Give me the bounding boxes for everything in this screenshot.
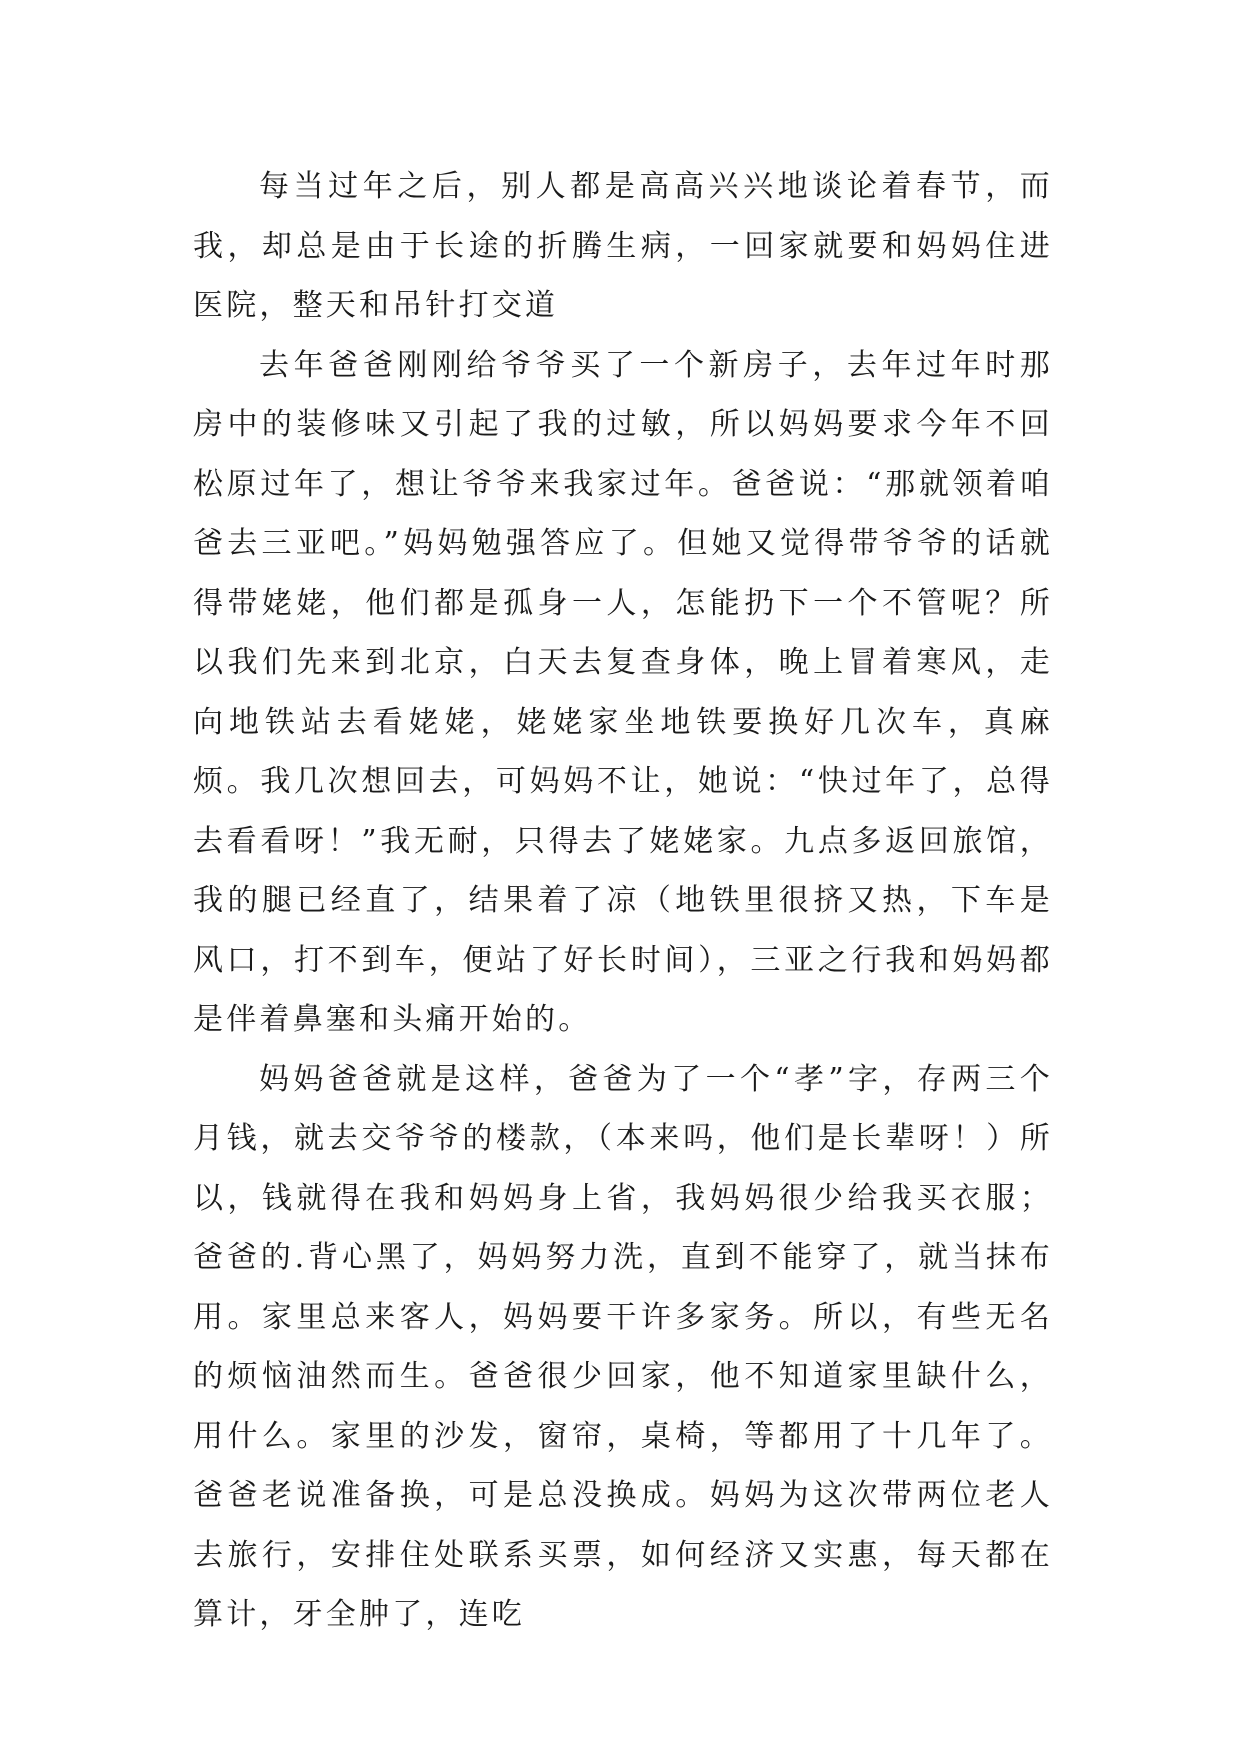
paragraph-3: 妈妈爸爸就是这样，爸爸为了一个“孝”字，存两三个月钱，就去交爷爷的楼款，（本来吗，他们是长辈呀！）所以，钱就得在我和妈妈身上省，我妈妈很少给我买衣服；爸爸的.背心黑了，妈妈努力洗，直到不能穿了，就当抹布用。家里总来客人，妈妈要干许多家务。所以，有些无名的烦恼油然而生。爸爸很少回家，他不知道家里缺什么，用什么。家里的沙发，窗帘，桌椅，等都用了十几年了。爸爸老说准备换，可是总没换成。妈妈为这次带两位老人去旅行，安排住处联系买票，如何经济又实惠，每天都在算计，牙全肿了，连吃	[193, 1061, 1053, 1632]
body-text	[193, 157, 1053, 1645]
paragraph-2: 去年爸爸刚刚给爷爷买了一个新房子，去年过年时那房中的装修味又引起了我的过敏，所以妈妈要求今年不回松原过年了，想让爷爷来我家过年。爸爸说：“那就领着咱爸去三亚吧。”妈妈勉强答应了。但她又觉得带爷爷的话就得带姥姥，他们都是孤身一人，怎能扔下一个不管呢？所以我们先来到北京，白天去复查身体，晚上冒着寒风，走向地铁站去看姥姥，姥姥家坐地铁要换好几次车，真麻烦。我几次想回去，可妈妈不让，她说：“快过年了，总得去看看呀！”我无耐，只得去了姥姥家。九点多返回旅馆，我的腿已经直了，结果着了凉（地铁里很挤又热，下车是风口，打不到车，便站了好长时间），三亚之行我和妈妈都是伴着鼻塞和头痛开始的。	[193, 347, 1053, 1037]
paragraph-1: 每当过年之后，别人都是高高兴兴地谈论着春节，而我，却总是由于长途的折腾生病，一回家就要和妈妈住进医院，整天和吊针打交道	[193, 169, 1053, 323]
